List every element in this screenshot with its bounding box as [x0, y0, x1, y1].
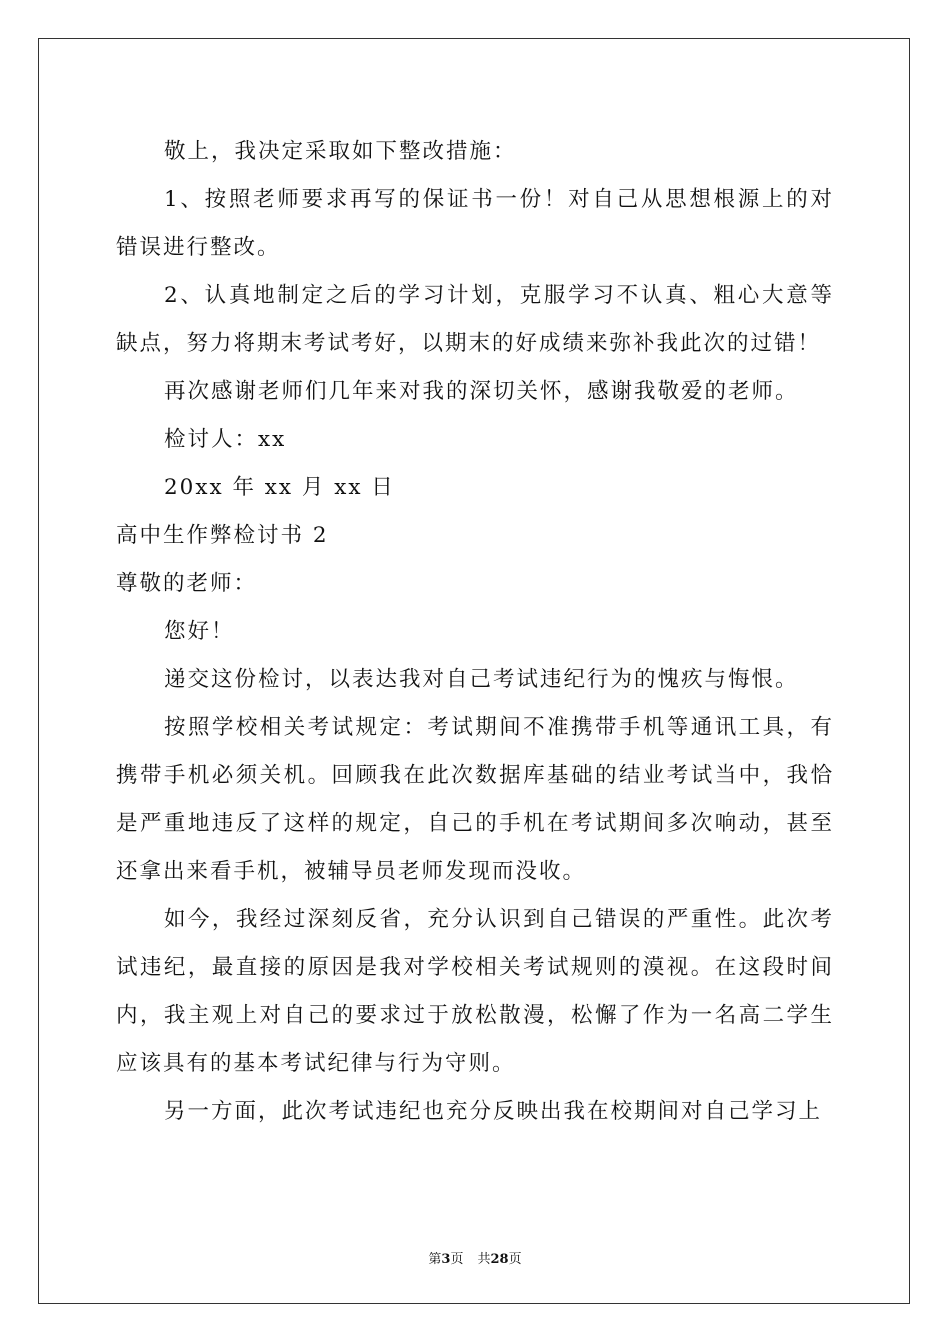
footer-page-number: 3 — [441, 1252, 451, 1267]
paragraph-measures-intro: 敬上，我决定采取如下整改措施： — [164, 139, 517, 164]
footer-page-suffix: 页 — [450, 1252, 464, 1267]
footer-total-suffix: 页 — [508, 1252, 522, 1267]
paragraph-reflection: 如今，我经过深刻反省，充分认识到自己错误的严重性。此次考试违纪，最直接的原因是我对学校相关考试规则的漠视。在这段时间内，我主观上对自己的要求过于放松散漫，松懈了作为一名高二学生应该具有的基本考试纪律与行为守则。 — [116, 907, 834, 1076]
section-title: 高中生作弊检讨书 2 — [116, 523, 329, 548]
document-body — [116, 128, 834, 1136]
signature-name: 检讨人：xx — [164, 427, 287, 452]
footer-prefix: 第 — [428, 1252, 442, 1267]
salutation: 尊敬的老师： — [116, 571, 258, 596]
paragraph-measure-1: 1、按照老师要求再写的保证书一份！对自己从思想根源上的对错误进行整改。 — [116, 187, 834, 260]
signature-date: 20xx 年 xx 月 xx 日 — [164, 475, 395, 500]
paragraph-rules: 按照学校相关考试规定：考试期间不准携带手机等通讯工具，有携带手机必须关机。回顾我在此次数据库基础的结业考试当中，我恰是严重地违反了这样的规定，自己的手机在考试期间多次响动，甚至还拿出来看手机，被辅导员老师发现而没收。 — [116, 715, 834, 884]
paragraph-purpose: 递交这份检讨，以表达我对自己考试违纪行为的愧疚与悔恨。 — [164, 667, 799, 692]
page-footer — [0, 1248, 950, 1267]
paragraph-other-aspect: 另一方面，此次考试违纪也充分反映出我在校期间对自己学习上 — [164, 1099, 823, 1124]
paragraph-measure-2: 2、认真地制定之后的学习计划，克服学习不认真、粗心大意等缺点，努力将期末考试考好，以期末的好成绩来弥补我此次的过错！ — [116, 283, 834, 356]
paragraph-thanks: 再次感谢老师们几年来对我的深切关怀，感谢我敬爱的老师。 — [164, 379, 799, 404]
footer-total-prefix: 共 — [477, 1252, 491, 1267]
footer-total-pages: 28 — [490, 1252, 509, 1267]
greeting: 您好！ — [164, 619, 235, 644]
